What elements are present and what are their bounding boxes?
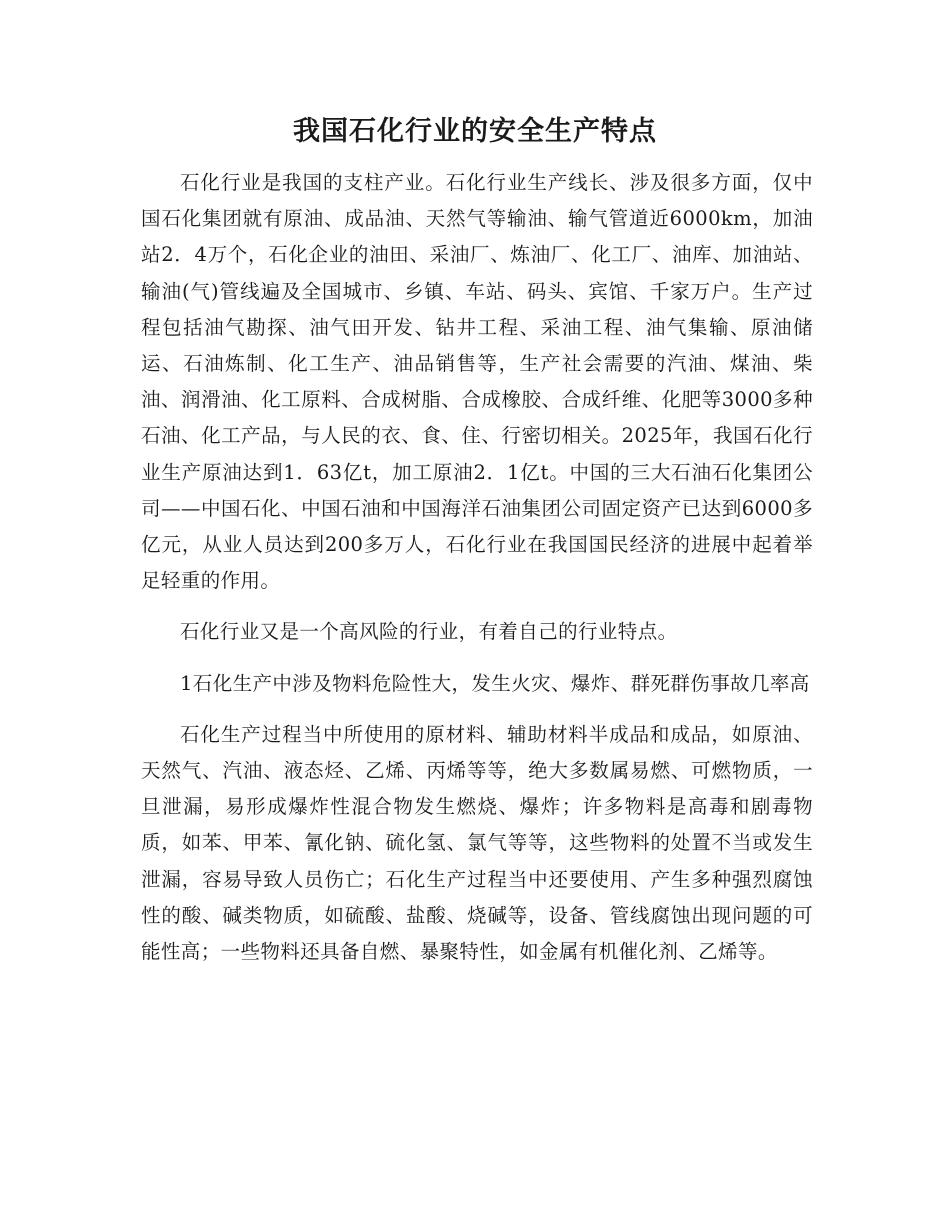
- paragraph-industry-overview: 石化行业是我国的支柱产业。石化行业生产线长、涉及很多方面，仅中国石化集团就有原油、成品油、天然气等输油、输气管道近6000km，加油站2．4万个，石化企业的油田、采油厂、炼油厂、化工厂、油库、加油站、输油(气)管线遍及全国城市、乡镇、车站、码头、宾馆、千家万户。生产过程包括油气勘探、油气田开发、钻井工程、采油工程、油气集输、原油储运、石油炼制、化工生产、油品销售等，生产社会需要的汽油、煤油、柴油、润滑油、化工原料、合成树脂、合成橡胶、合成纤维、化肥等3000多种石油、化工产品，与人民的衣、食、住、行密切相关。2025年，我国石化行业生产原油达到1．63亿t，加工原油2．1亿t。中国的三大石油石化集团公司——中国石化、中国石油和中国海洋石油集团公司固定资产已达到6000多亿元，从业人员达到200多万人，石化行业在我国国民经济的进展中起着举足轻重的作用。: [141, 171, 813, 593]
- paragraph-material-hazards: 石化生产过程当中所使用的原材料、辅助材料半成品和成品，如原油、天然气、汽油、液态烃、乙烯、丙烯等等，绝大多数属易燃、可燃物质，一旦泄漏，易形成爆炸性混合物发生燃烧、爆炸；许多物料是高毒和剧毒物质，如苯、甲苯、氰化钠、硫化氢、氯气等等，这些物料的处置不当或发生泄漏，容易导致人员伤亡；石化生产过程当中还要使用、产生多种强烈腐蚀性的酸、碱类物质，如硫酸、盐酸、烧碱等，设备、管线腐蚀出现问题的可能性高；一些物料还具备自燃、暴聚特性，如金属有机催化剂、乙烯等。: [141, 722, 813, 964]
- document-title: 我国石化行业的安全生产特点: [293, 116, 657, 147]
- document-body: [141, 165, 813, 986]
- paragraph-high-risk-intro: 石化行业又是一个高风险的行业，有着自己的行业特点。: [180, 620, 678, 644]
- section-heading-material-hazards: 1石化生产中涉及物料危险性大，发生火灾、爆炸、群死群伤事故几率高: [180, 671, 810, 695]
